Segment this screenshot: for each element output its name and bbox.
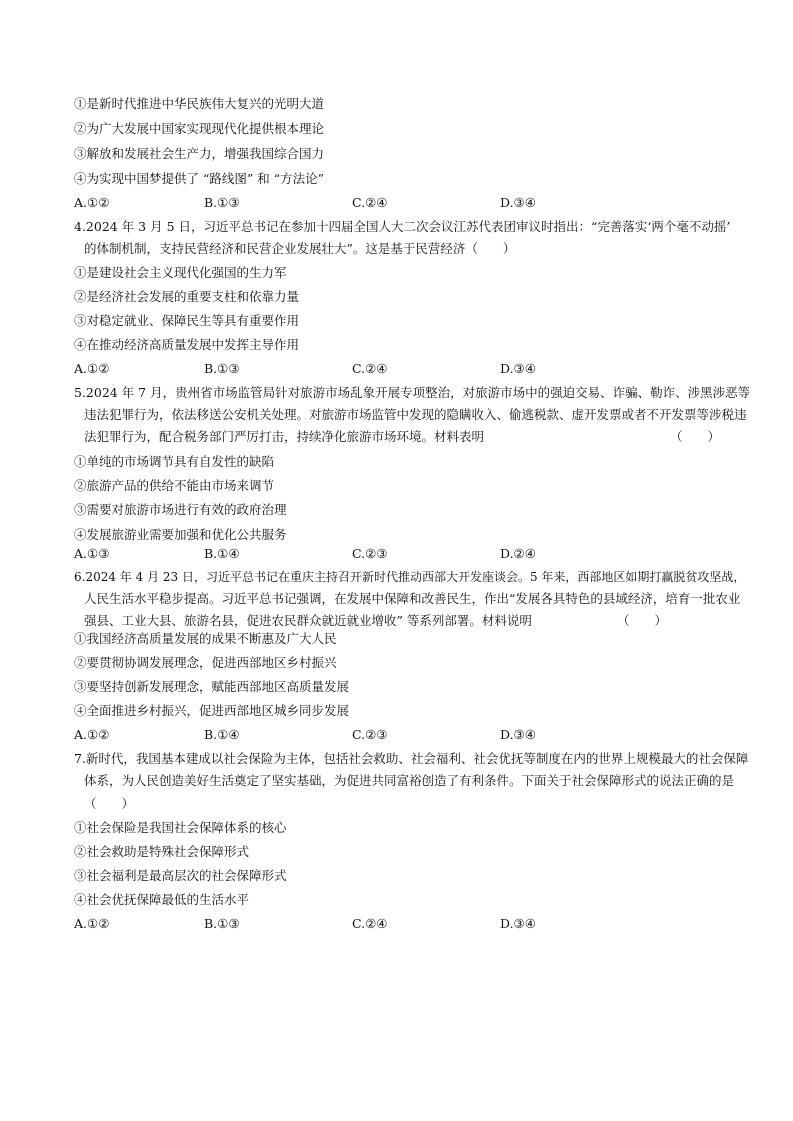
answer-bracket: （ ）: [617, 613, 668, 628]
option-d: D.②④: [500, 546, 536, 561]
question-6-stem: 人民生活水平稳步提高。习近平总书记强调，在发展中保障和改善民生，作出“发展各具特色的县域经济，培育一批农业: [84, 591, 741, 606]
statement: ②是经济社会发展的重要支柱和依靠力量: [74, 289, 300, 304]
statement: ③对稳定就业、保障民生等具有重要作用: [74, 313, 300, 328]
option-d: D.③④: [500, 195, 536, 210]
option-a: A.①②: [74, 916, 110, 931]
statement: ③需要对旅游市场进行有效的政府治理: [74, 502, 287, 517]
option-a: A.①②: [74, 361, 110, 376]
option-b: B.①③: [204, 916, 240, 931]
question-7-stem: 7.新时代，我国基本建成以社会保险为主体，包括社会救助、社会福利、社会优抚等制度在内的世界上规模最大的社会保障: [74, 751, 749, 766]
statement: ②要贯彻协调发展理念，促进西部地区乡村振兴: [74, 655, 337, 670]
option-c: C.②④: [352, 195, 388, 210]
option-c: C.②④: [352, 361, 388, 376]
statement: ④全面推进乡村振兴，促进西部地区城乡同步发展: [74, 703, 350, 718]
statement: ④为实现中国梦提供了 “路线图” 和 “方法论”: [74, 171, 324, 186]
statement: ④社会优抚保障最低的生活水平: [74, 892, 250, 907]
statement: ③解放和发展社会生产力，增强我国综合国力: [74, 146, 325, 161]
answer-bracket: （ ）: [670, 429, 721, 444]
option-a: A.①②: [74, 727, 110, 742]
option-c: C.②③: [352, 546, 388, 561]
statement: ①是建设社会主义现代化强国的生力军: [74, 265, 287, 280]
option-b: B.①④: [204, 546, 240, 561]
statement: ①社会保险是我国社会保障体系的核心: [74, 820, 287, 835]
question-5-stem: 5.2024 年 7 月，贵州省市场监管局针对旅游市场乱象开展专项整治，对旅游市场中的强迫交易、诈骗、勒诈、涉黑涉恶等: [74, 385, 751, 400]
question-5-stem: 违法犯罪行为，依法移送公安机关处理。对旅游市场监管中发现的隐瞒收入、偷逃税款、虚开发票或者不开发票等涉税违: [84, 407, 747, 422]
statement: ②为广大发展中国家实现现代化提供根本理论: [74, 121, 325, 136]
statement: ①单纯的市场调节具有自发性的缺陷: [74, 454, 275, 469]
option-a: A.①③: [74, 546, 110, 561]
statement: ④在推动经济高质量发展中发挥主导作用: [74, 337, 300, 352]
option-a: A.①②: [74, 195, 110, 210]
option-b: B.①③: [204, 361, 240, 376]
statement: ④发展旅游业需要加强和优化公共服务: [74, 527, 287, 542]
question-6-stem: 6.2024 年 4 月 23 日，习近平总书记在重庆主持召开新时代推动西部大开发座谈会。5 年来，西部地区如期打赢脱贫攻坚战，: [74, 570, 746, 584]
option-d: D.③④: [500, 727, 536, 742]
statement: ③社会福利是最高层次的社会保障形式: [74, 868, 287, 883]
question-4-stem: 4.2024 年 3 月 5 日，习近平总书记在参加十四届全国人大二次会议江苏代表团审议时指出：“完善落实‘两个毫不动摇’: [74, 219, 731, 234]
statement: ②社会救助是特殊社会保障形式: [74, 844, 250, 859]
question-5-stem: 法犯罪行为，配合税务部门严厉打击，持续净化旅游市场环境。材料表明: [84, 429, 485, 444]
option-b: B.①④: [204, 727, 240, 742]
option-c: C.②④: [352, 916, 388, 931]
question-7-stem: 体系，为人民创造美好生活奠定了坚实基础，为促进共同富裕创造了有利条件。下面关于社会保障形式的说法正确的是: [84, 773, 735, 788]
option-c: C.②③: [352, 727, 388, 742]
statement: ③要坚持创新发展理念，赋能西部地区高质量发展: [74, 679, 350, 694]
statement: ①我国经济高质量发展的成果不断惠及广大人民: [74, 631, 337, 646]
statement: ②旅游产品的供给不能由市场来调节: [74, 478, 275, 493]
option-b: B.①③: [204, 195, 240, 210]
question-6-stem: 强县、工业大县、旅游名县，促进农民群众就近就业增收” 等系列部署。材料说明: [84, 613, 532, 628]
question-4-stem: 的体制机制，支持民营经济和民营企业发展壮大”。这是基于民营经济（ ）: [84, 241, 516, 256]
option-d: D.③④: [500, 916, 536, 931]
statement: ①是新时代推进中华民族伟大复兴的光明大道: [74, 96, 325, 111]
option-d: D.③④: [500, 361, 536, 376]
answer-bracket: （ ）: [84, 796, 135, 811]
